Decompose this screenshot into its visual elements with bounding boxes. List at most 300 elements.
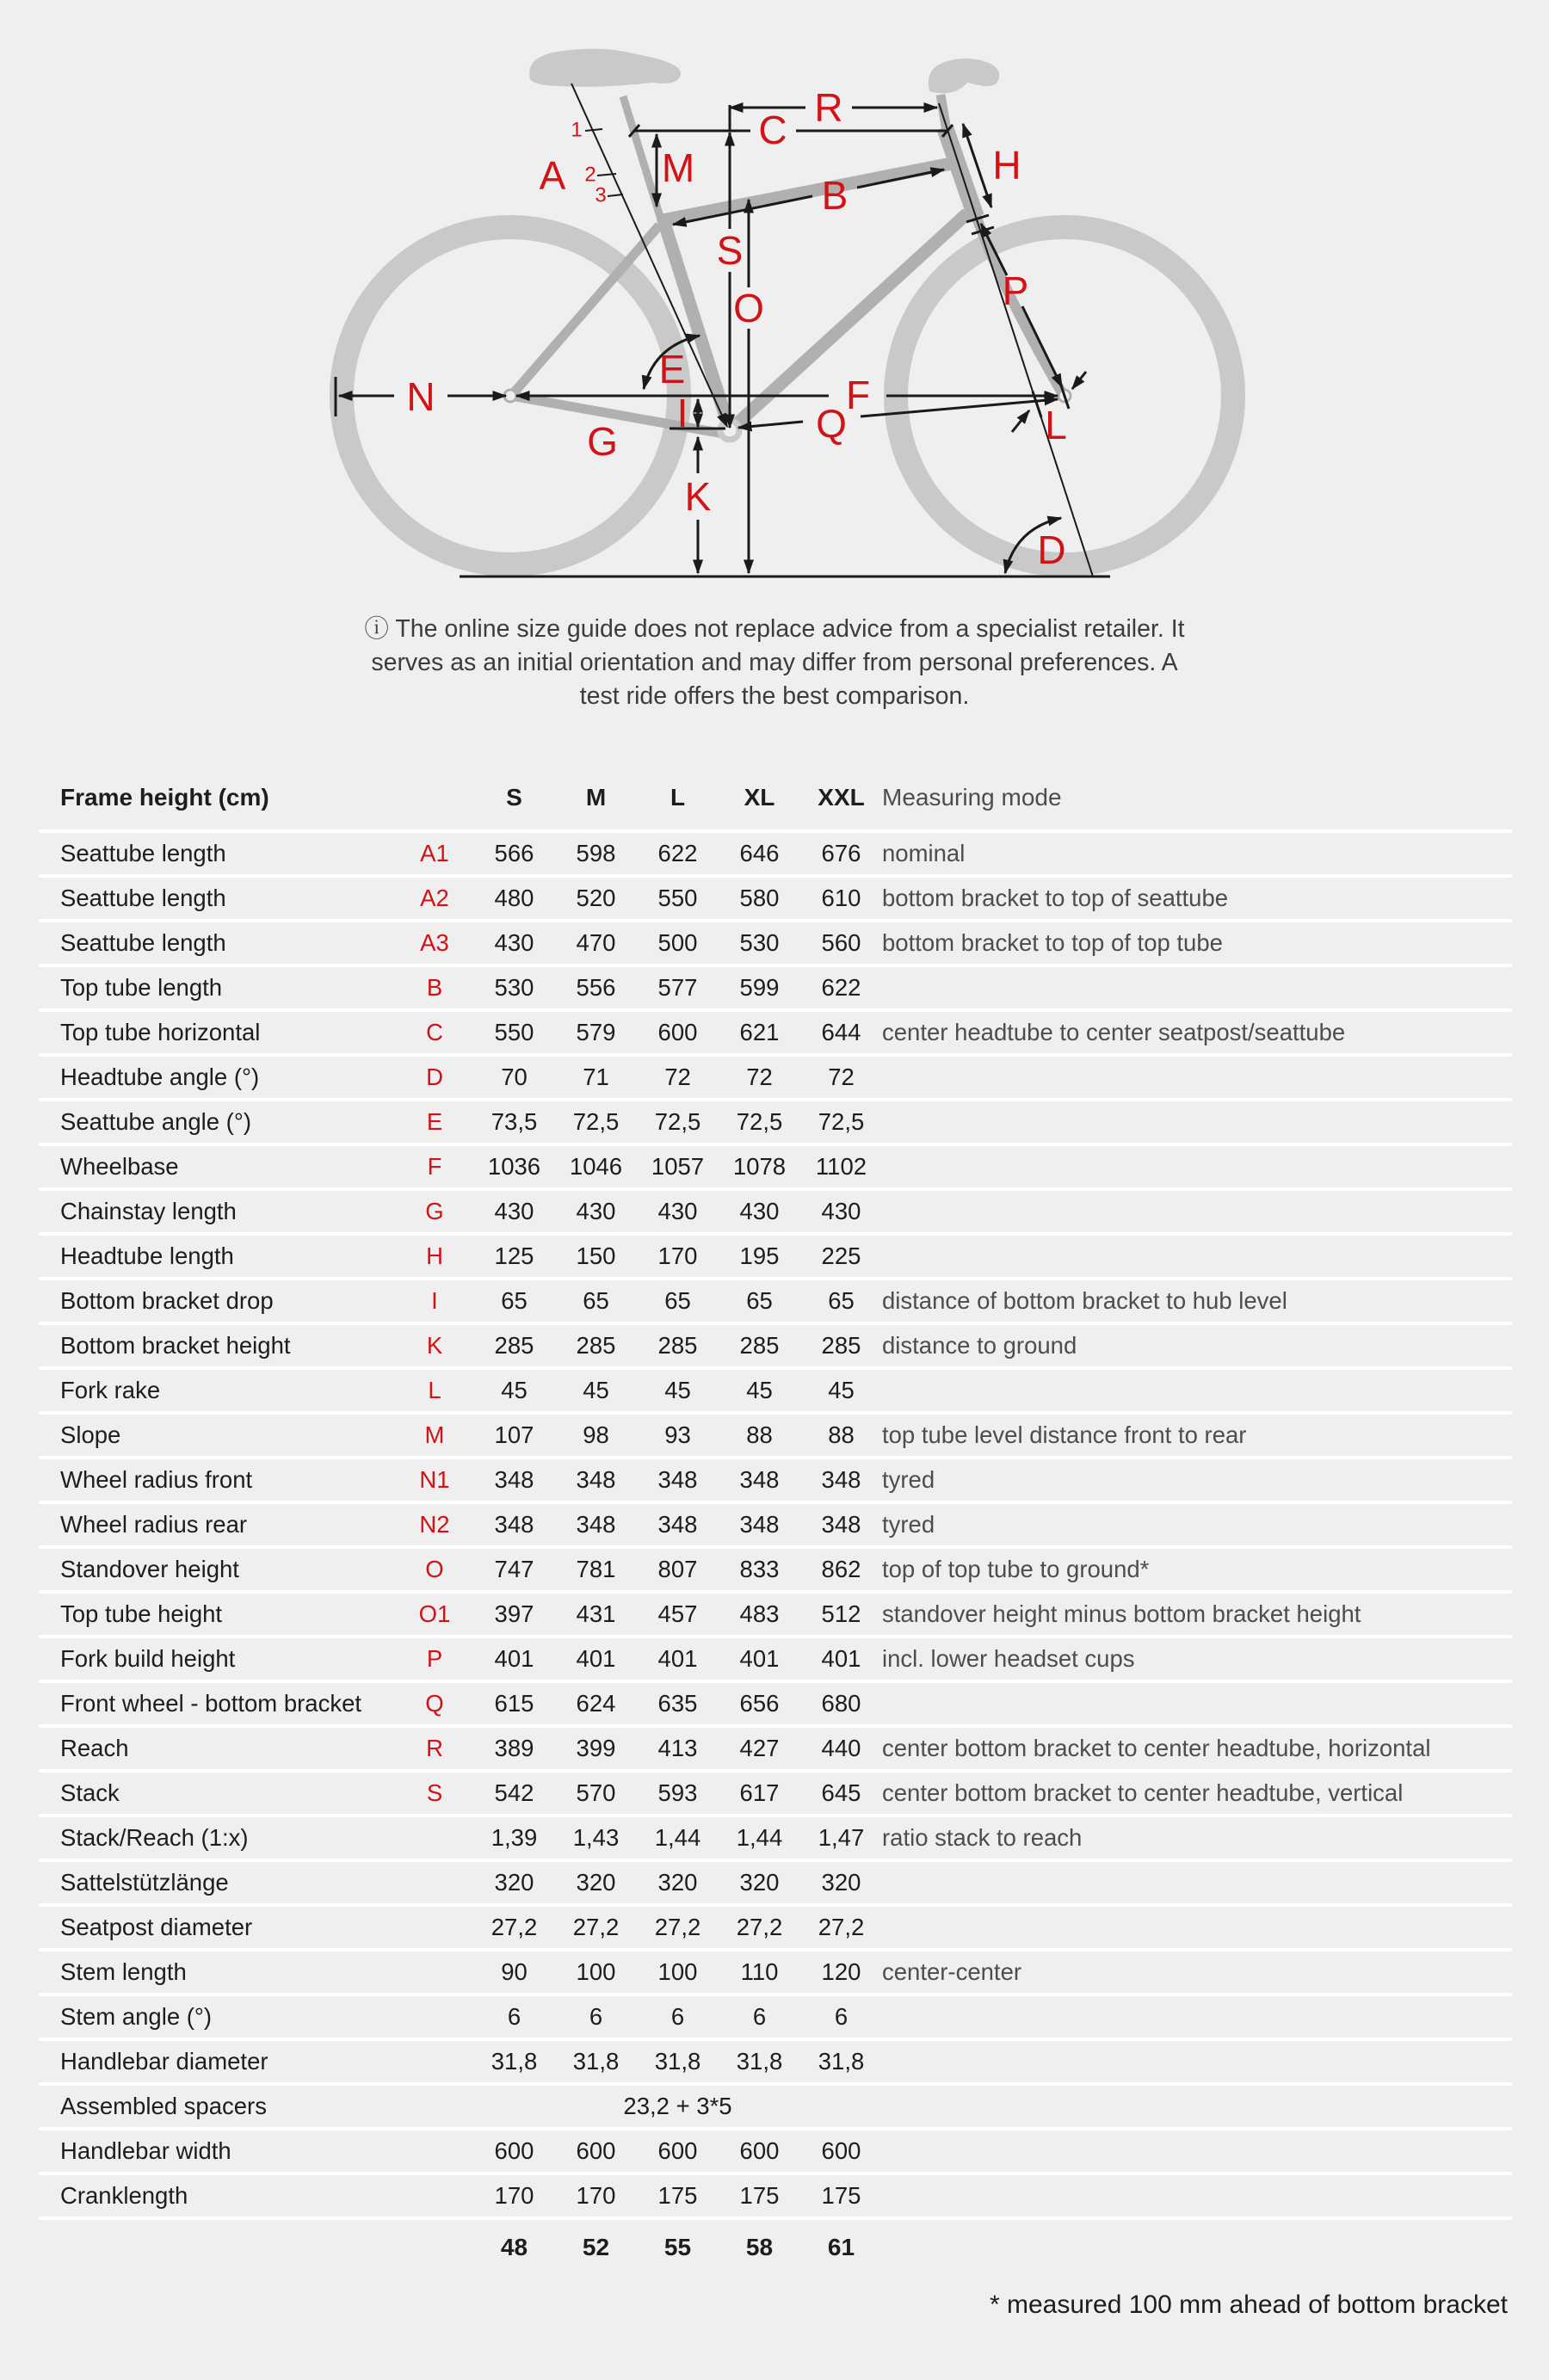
row-size-value: 833 xyxy=(739,1556,780,1582)
row-size-value: 72,5 xyxy=(654,1108,701,1135)
row-size-value: 65 xyxy=(664,1287,691,1314)
row-size-value: 6 xyxy=(589,2003,603,2030)
row-label: Seattube length xyxy=(60,885,226,911)
row-size-value: 598 xyxy=(576,840,616,866)
row-size-value: 45 xyxy=(501,1377,528,1403)
row-measure-code: D xyxy=(426,1064,443,1090)
row-span-value: 23,2 + 3*5 xyxy=(623,2093,732,2119)
row-size-value: 195 xyxy=(739,1242,780,1269)
table-row xyxy=(39,964,1512,1008)
row-size-value: 1036 xyxy=(487,1153,541,1180)
row-label: Stem length xyxy=(60,1958,187,1985)
row-size-value: 1,47 xyxy=(818,1824,865,1851)
row-size-value: 621 xyxy=(739,1019,780,1045)
row-size-value: 348 xyxy=(657,1511,698,1538)
frame-seatpost xyxy=(623,96,661,219)
row-size-value: 170 xyxy=(494,2182,534,2209)
row-measure-code: A3 xyxy=(420,929,449,956)
table-row xyxy=(39,1411,1512,1456)
column-header-size-m: M xyxy=(585,784,607,811)
diagram-label-A: A xyxy=(539,153,566,198)
diagram-label-E: E xyxy=(658,347,686,392)
row-size-value: 90 xyxy=(501,1958,528,1985)
row-measure-code: N1 xyxy=(419,1466,450,1493)
row-size-value: 348 xyxy=(739,1466,780,1493)
diagram-label-P: P xyxy=(1002,268,1029,313)
rear-hub xyxy=(504,390,516,402)
row-measuring-mode: nominal xyxy=(882,840,966,866)
row-measuring-mode: bottom bracket to top of seattube xyxy=(882,885,1229,911)
column-header-size-xl: XL xyxy=(744,784,775,811)
disclaimer-line: test ride offers the best comparison. xyxy=(579,682,970,710)
row-label: Top tube height xyxy=(60,1600,223,1627)
disclaimer-line: ⓘ The online size guide does not replace advice from a specialist retailer. It xyxy=(364,615,1185,643)
row-size-value: 577 xyxy=(657,974,698,1001)
column-header-size-xxl: XXL xyxy=(818,784,865,811)
diagram-label-S: S xyxy=(716,228,744,273)
row-size-value: 70 xyxy=(501,1064,528,1090)
row-size-value: 175 xyxy=(657,2182,698,2209)
row-size-value: 320 xyxy=(739,1869,780,1896)
row-size-value: 427 xyxy=(739,1735,780,1761)
row-size-value: 610 xyxy=(821,885,861,911)
diagram-label-A3-mark: 3 xyxy=(595,183,607,207)
row-size-value: 285 xyxy=(739,1332,780,1359)
table-row xyxy=(39,2127,1512,2172)
row-size-value: 645 xyxy=(821,1779,861,1806)
row-size-value: 676 xyxy=(821,840,861,866)
row-size-value: 480 xyxy=(494,885,534,911)
row-size-value: 31,8 xyxy=(736,2048,783,2075)
row-size-value: 483 xyxy=(739,1600,780,1627)
row-size-value: 93 xyxy=(664,1421,691,1448)
row-label: Seatpost diameter xyxy=(60,1914,253,1940)
table-row xyxy=(39,1590,1512,1635)
row-size-value: 320 xyxy=(657,1869,698,1896)
handlebar xyxy=(929,59,999,93)
row-size-value: 530 xyxy=(494,974,534,1001)
row-size-value: 600 xyxy=(739,2137,780,2164)
row-size-value: 401 xyxy=(821,1645,861,1672)
row-size-value: 348 xyxy=(739,1511,780,1538)
row-size-value: 348 xyxy=(576,1466,616,1493)
row-size-value: 45 xyxy=(664,1377,691,1403)
row-measure-code: O1 xyxy=(418,1600,451,1627)
column-header-measuring-mode: Measuring mode xyxy=(882,784,1062,811)
row-size-value: 413 xyxy=(657,1735,698,1761)
diagram-label-A2-mark: 2 xyxy=(584,163,596,187)
row-size-value: 644 xyxy=(821,1019,861,1045)
table-row xyxy=(39,1187,1512,1232)
row-measuring-mode: top tube level distance front to rear xyxy=(882,1421,1247,1448)
row-size-value: 1046 xyxy=(569,1153,623,1180)
row-size-value: 862 xyxy=(821,1556,861,1582)
row-size-value: 31,8 xyxy=(654,2048,701,2075)
row-label: Top tube horizontal xyxy=(60,1019,261,1045)
diagram-label-K: K xyxy=(684,474,712,519)
row-size-value: 401 xyxy=(657,1645,698,1672)
row-label: Sattelstützlänge xyxy=(60,1869,229,1896)
row-size-value: 1102 xyxy=(815,1153,867,1180)
table-row xyxy=(39,2082,1512,2127)
row-size-value: 27,2 xyxy=(654,1914,701,1940)
row-size-value: 170 xyxy=(576,2182,616,2209)
footer-size-value: 52 xyxy=(582,2234,610,2260)
row-size-value: 440 xyxy=(821,1735,861,1761)
diagram-labels xyxy=(406,85,1066,572)
diagram-label-O: O xyxy=(733,286,764,330)
row-label: Reach xyxy=(60,1735,129,1761)
row-measure-code: N2 xyxy=(419,1511,450,1538)
diagram-label-N: N xyxy=(406,374,435,419)
row-size-value: 27,2 xyxy=(572,1914,620,1940)
saddle xyxy=(529,49,681,87)
row-measuring-mode: tyred xyxy=(882,1466,935,1493)
column-header-size-l: L xyxy=(670,784,686,811)
diagram-label-I: I xyxy=(676,391,688,435)
table-row xyxy=(39,2172,1512,2217)
table-header-row xyxy=(39,766,1512,829)
table-row xyxy=(39,1008,1512,1053)
row-measuring-mode: center-center xyxy=(882,1958,1022,1985)
row-measuring-mode: distance to ground xyxy=(882,1332,1077,1359)
table-row xyxy=(39,1232,1512,1277)
table-row xyxy=(39,1993,1512,2038)
row-size-value: 430 xyxy=(657,1198,698,1224)
diagram-label-H: H xyxy=(992,143,1021,188)
row-label: Seattube angle (°) xyxy=(60,1108,251,1135)
row-size-value: 175 xyxy=(739,2182,780,2209)
table-row xyxy=(39,1143,1512,1187)
diagram-label-A1-mark: 1 xyxy=(571,118,583,142)
row-measure-code: C xyxy=(426,1019,443,1045)
row-measure-code: L xyxy=(428,1377,441,1403)
row-label: Fork rake xyxy=(60,1377,161,1403)
row-size-value: 617 xyxy=(739,1779,780,1806)
row-measuring-mode: top of top tube to ground* xyxy=(882,1556,1150,1582)
row-size-value: 120 xyxy=(821,1958,861,1985)
row-measure-code: I xyxy=(431,1287,438,1314)
row-size-value: 170 xyxy=(657,1242,698,1269)
row-size-value: 389 xyxy=(494,1735,534,1761)
table-row xyxy=(39,1814,1512,1859)
row-size-value: 72 xyxy=(746,1064,773,1090)
row-size-value: 600 xyxy=(576,2137,616,2164)
row-measuring-mode: center bottom bracket to center headtube, horizontal xyxy=(882,1735,1431,1761)
row-label: Headtube length xyxy=(60,1242,234,1269)
row-size-value: 430 xyxy=(576,1198,616,1224)
row-size-value: 550 xyxy=(657,885,698,911)
row-label: Headtube angle (°) xyxy=(60,1064,260,1090)
row-size-value: 1,44 xyxy=(736,1824,783,1851)
row-size-value: 285 xyxy=(821,1332,861,1359)
disclaimer-line: serves as an initial orientation and may differ from personal preferences. A xyxy=(371,649,1178,676)
row-size-value: 622 xyxy=(821,974,861,1001)
row-size-value: 107 xyxy=(494,1421,534,1448)
row-measuring-mode: ratio stack to reach xyxy=(882,1824,1083,1851)
row-size-value: 680 xyxy=(821,1690,861,1717)
row-size-value: 1078 xyxy=(732,1153,787,1180)
row-label: Stack xyxy=(60,1779,120,1806)
row-size-value: 430 xyxy=(494,929,534,956)
row-size-value: 579 xyxy=(576,1019,616,1045)
row-size-value: 72,5 xyxy=(572,1108,620,1135)
diagram-label-C: C xyxy=(758,108,787,152)
row-size-value: 348 xyxy=(657,1466,698,1493)
row-size-value: 73,5 xyxy=(491,1108,538,1135)
row-label: Wheel radius rear xyxy=(60,1511,248,1538)
row-measure-code: E xyxy=(426,1108,443,1135)
row-size-value: 600 xyxy=(821,2137,861,2164)
table-row xyxy=(39,1680,1512,1724)
row-size-value: 72,5 xyxy=(736,1108,783,1135)
row-size-value: 401 xyxy=(576,1645,616,1672)
row-size-value: 285 xyxy=(576,1332,616,1359)
diagram-label-G: G xyxy=(587,419,618,464)
diagram-label-F: F xyxy=(845,373,871,417)
row-label: Seattube length xyxy=(60,840,226,866)
row-size-value: 31,8 xyxy=(572,2048,620,2075)
row-size-value: 320 xyxy=(821,1869,861,1896)
row-label: Seattube length xyxy=(60,929,226,956)
row-size-value: 225 xyxy=(821,1242,861,1269)
row-size-value: 560 xyxy=(821,929,861,956)
row-label: Cranklength xyxy=(60,2182,188,2209)
row-size-value: 125 xyxy=(494,1242,534,1269)
row-size-value: 348 xyxy=(576,1511,616,1538)
row-size-value: 65 xyxy=(583,1287,609,1314)
row-size-value: 6 xyxy=(834,2003,849,2030)
row-size-value: 566 xyxy=(494,840,534,866)
row-size-value: 550 xyxy=(494,1019,534,1045)
table-row xyxy=(39,1098,1512,1143)
row-measuring-mode: standover height minus bottom bracket height xyxy=(882,1600,1361,1627)
row-size-value: 27,2 xyxy=(736,1914,783,1940)
table-row xyxy=(39,919,1512,964)
table-row xyxy=(39,1724,1512,1769)
row-label: Chainstay length xyxy=(60,1198,237,1224)
row-size-value: 624 xyxy=(576,1690,616,1717)
row-size-value: 45 xyxy=(746,1377,773,1403)
row-size-value: 45 xyxy=(583,1377,609,1403)
row-measure-code: K xyxy=(426,1332,443,1359)
row-size-value: 500 xyxy=(657,929,698,956)
row-label: Standover height xyxy=(60,1556,239,1582)
row-size-value: 348 xyxy=(821,1511,861,1538)
row-measure-code: P xyxy=(426,1645,443,1672)
row-size-value: 110 xyxy=(740,1958,779,1985)
row-label: Assembled spacers xyxy=(60,2093,267,2119)
table-row xyxy=(39,1501,1512,1545)
row-size-value: 556 xyxy=(576,974,616,1001)
footer-size-value: 48 xyxy=(500,2234,528,2260)
row-size-value: 747 xyxy=(494,1556,534,1582)
row-measure-code: F xyxy=(427,1153,442,1180)
row-size-value: 98 xyxy=(583,1421,609,1448)
row-size-value: 656 xyxy=(739,1690,780,1717)
row-label: Bottom bracket height xyxy=(60,1332,291,1359)
table-row xyxy=(39,1456,1512,1501)
row-size-value: 430 xyxy=(739,1198,780,1224)
row-label: Top tube length xyxy=(60,974,223,1001)
row-size-value: 31,8 xyxy=(491,2048,538,2075)
row-measure-code: A1 xyxy=(420,840,449,866)
row-measure-code: G xyxy=(425,1198,444,1224)
row-label: Bottom bracket drop xyxy=(60,1287,274,1314)
row-size-value: 542 xyxy=(494,1779,534,1806)
diagram-label-L: L xyxy=(1045,403,1067,447)
row-measuring-mode: distance of bottom bracket to hub level xyxy=(882,1287,1287,1314)
row-size-value: 593 xyxy=(657,1779,698,1806)
row-size-value: 45 xyxy=(828,1377,855,1403)
table-footer-row xyxy=(39,2220,1512,2275)
row-size-value: 6 xyxy=(670,2003,685,2030)
size-guide-disclaimer xyxy=(0,613,1549,713)
row-size-value: 65 xyxy=(746,1287,773,1314)
geometry-table xyxy=(39,766,1512,2275)
row-size-value: 72 xyxy=(664,1064,691,1090)
row-measure-code: A2 xyxy=(420,885,449,911)
diagram-label-Q: Q xyxy=(816,401,847,446)
row-size-value: 600 xyxy=(657,1019,698,1045)
row-size-value: 88 xyxy=(828,1421,855,1448)
table-row xyxy=(39,1635,1512,1680)
row-measure-code: Q xyxy=(425,1690,444,1717)
row-measuring-mode: center headtube to center seatpost/seattube xyxy=(882,1019,1346,1045)
row-size-value: 65 xyxy=(501,1287,528,1314)
row-size-value: 470 xyxy=(576,929,616,956)
row-size-value: 512 xyxy=(821,1600,861,1627)
row-size-value: 1,43 xyxy=(572,1824,620,1851)
row-size-value: 397 xyxy=(494,1600,534,1627)
row-size-value: 1,44 xyxy=(654,1824,701,1851)
table-row xyxy=(39,829,1512,874)
row-label: Wheelbase xyxy=(60,1153,179,1180)
row-label: Slope xyxy=(60,1421,121,1448)
row-size-value: 807 xyxy=(657,1556,698,1582)
row-label: Fork build height xyxy=(60,1645,236,1672)
row-size-value: 401 xyxy=(739,1645,780,1672)
row-size-value: 65 xyxy=(828,1287,855,1314)
table-row xyxy=(39,2038,1512,2082)
row-size-value: 72 xyxy=(828,1064,855,1090)
bike-frame xyxy=(511,95,1064,435)
row-size-value: 348 xyxy=(494,1511,534,1538)
row-size-value: 348 xyxy=(821,1466,861,1493)
row-label: Front wheel - bottom bracket xyxy=(60,1690,362,1717)
row-size-value: 348 xyxy=(494,1466,534,1493)
row-measuring-mode: incl. lower headset cups xyxy=(882,1645,1135,1672)
row-measuring-mode: bottom bracket to top of top tube xyxy=(882,929,1223,956)
row-measure-code: R xyxy=(426,1735,443,1761)
row-measure-code: O xyxy=(425,1556,444,1582)
row-size-value: 100 xyxy=(576,1958,616,1985)
table-row xyxy=(39,1948,1512,1993)
row-size-value: 520 xyxy=(576,885,616,911)
row-size-value: 6 xyxy=(752,2003,767,2030)
row-label: Wheel radius front xyxy=(60,1466,253,1493)
row-size-value: 100 xyxy=(657,1958,698,1985)
row-label: Handlebar width xyxy=(60,2137,231,2164)
table-row xyxy=(39,1859,1512,1903)
table-row xyxy=(39,1277,1512,1322)
row-size-value: 600 xyxy=(657,2137,698,2164)
frame-top-tube xyxy=(663,163,952,220)
row-measure-code: B xyxy=(426,974,443,1001)
diagram-label-R: R xyxy=(814,85,843,130)
footer-size-value: 61 xyxy=(827,2234,855,2260)
row-size-value: 6 xyxy=(507,2003,521,2030)
table-row xyxy=(39,874,1512,919)
row-label: Stem angle (°) xyxy=(60,2003,213,2030)
footnote: * measured 100 mm ahead of bottom bracket xyxy=(990,2291,1508,2319)
row-size-value: 401 xyxy=(494,1645,534,1672)
row-size-value: 71 xyxy=(583,1064,609,1090)
row-size-value: 320 xyxy=(576,1869,616,1896)
row-size-value: 88 xyxy=(746,1421,773,1448)
row-size-value: 781 xyxy=(576,1556,616,1582)
row-measuring-mode: tyred xyxy=(882,1511,935,1538)
row-size-value: 646 xyxy=(739,840,780,866)
row-size-value: 72,5 xyxy=(818,1108,865,1135)
row-size-value: 635 xyxy=(657,1690,698,1717)
table-title: Frame height (cm) xyxy=(60,784,269,811)
footer-size-value: 55 xyxy=(663,2234,692,2260)
row-size-value: 31,8 xyxy=(818,2048,865,2075)
row-size-value: 1,39 xyxy=(491,1824,538,1851)
row-size-value: 27,2 xyxy=(491,1914,538,1940)
row-size-value: 1057 xyxy=(651,1153,705,1180)
table-row xyxy=(39,1053,1512,1098)
row-size-value: 27,2 xyxy=(818,1914,865,1940)
row-size-value: 320 xyxy=(494,1869,534,1896)
row-size-value: 399 xyxy=(576,1735,616,1761)
column-header-size-s: S xyxy=(506,784,522,811)
row-size-value: 430 xyxy=(494,1198,534,1224)
table-row xyxy=(39,1366,1512,1411)
row-size-value: 431 xyxy=(576,1600,616,1627)
row-label: Handlebar diameter xyxy=(60,2048,268,2075)
row-size-value: 622 xyxy=(657,840,698,866)
table-row xyxy=(39,1903,1512,1948)
row-size-value: 600 xyxy=(494,2137,534,2164)
diagram-label-M: M xyxy=(661,145,695,190)
footer-size-value: 58 xyxy=(745,2234,774,2260)
row-size-value: 285 xyxy=(657,1332,698,1359)
table-body xyxy=(39,829,1512,2220)
row-size-value: 530 xyxy=(739,929,780,956)
table-row xyxy=(39,1322,1512,1366)
diagram-label-B: B xyxy=(821,173,849,218)
row-measure-code: M xyxy=(424,1421,445,1448)
row-label: Stack/Reach (1:x) xyxy=(60,1824,249,1851)
row-size-value: 599 xyxy=(739,974,780,1001)
row-size-value: 285 xyxy=(494,1332,534,1359)
row-measure-code: H xyxy=(426,1242,443,1269)
row-measure-code: S xyxy=(426,1779,443,1806)
row-size-value: 580 xyxy=(739,885,780,911)
table-row xyxy=(39,1769,1512,1814)
row-size-value: 570 xyxy=(576,1779,616,1806)
row-size-value: 175 xyxy=(821,2182,861,2209)
table-row xyxy=(39,1545,1512,1590)
row-size-value: 150 xyxy=(576,1242,616,1269)
bike-geometry-diagram xyxy=(284,24,1274,589)
row-measuring-mode: center bottom bracket to center headtube, vertical xyxy=(882,1779,1404,1806)
row-size-value: 457 xyxy=(657,1600,698,1627)
row-size-value: 430 xyxy=(821,1198,861,1224)
row-size-value: 615 xyxy=(494,1690,534,1717)
